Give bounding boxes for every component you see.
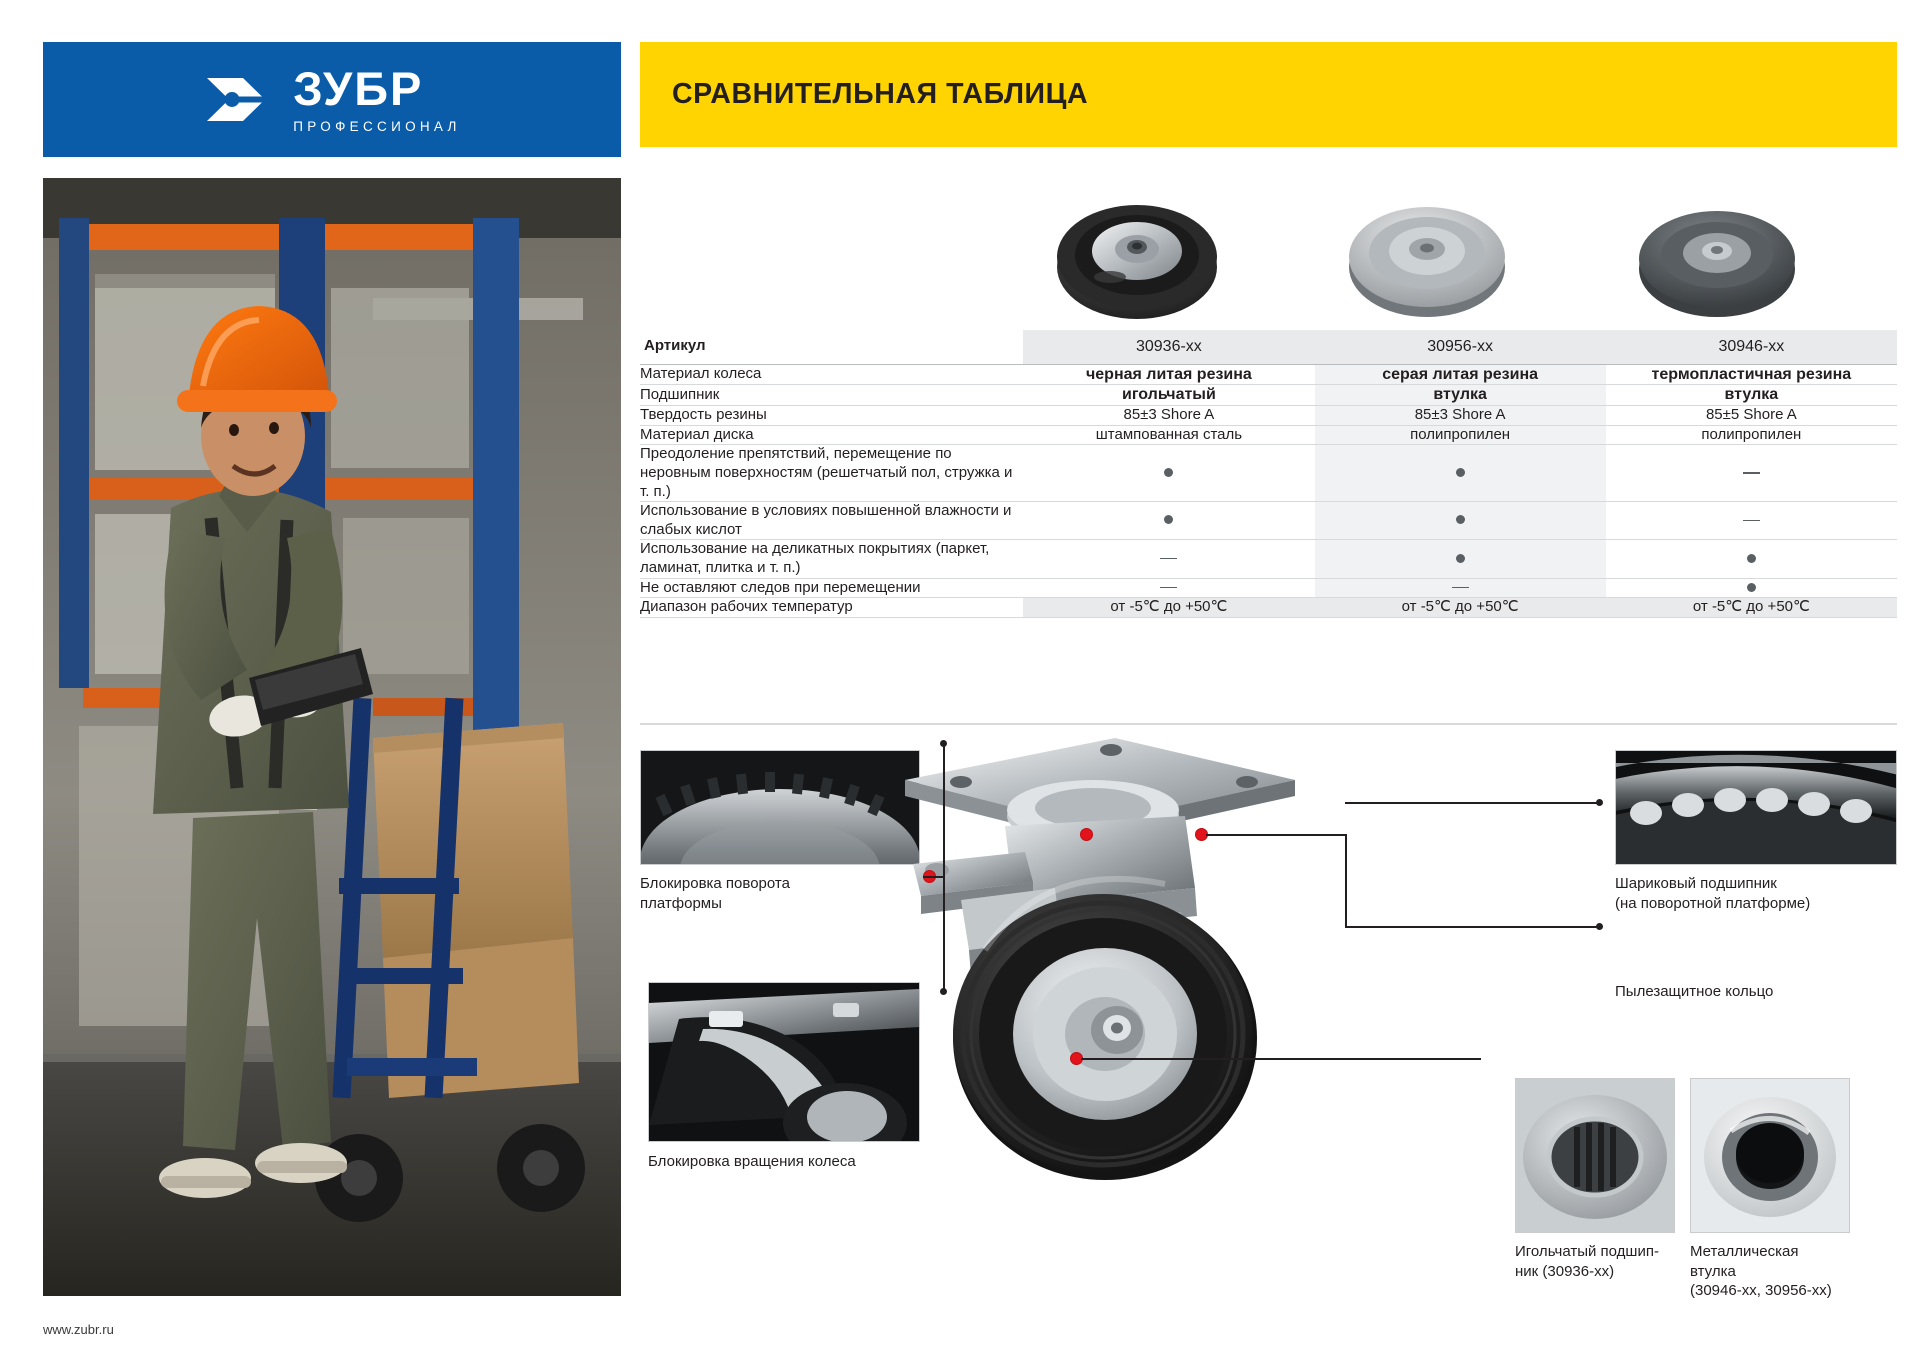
dash-icon — [1160, 558, 1177, 560]
cell-value: от -5℃ до +50℃ — [1606, 598, 1897, 618]
cell-value: от -5℃ до +50℃ — [1023, 598, 1314, 618]
thumb-ball-bearing — [1615, 750, 1897, 865]
thumb-needle-bearing — [1515, 1078, 1675, 1233]
column-header-3: 30946-хх — [1606, 330, 1897, 364]
leader-ball-bearing — [1206, 834, 1346, 836]
cell-value: штампованная сталь — [1023, 425, 1314, 445]
bullet-dot-icon — [1164, 515, 1173, 524]
column-header-2: 30956-хх — [1315, 330, 1606, 364]
logo-text — [293, 62, 461, 134]
page-title: СРАВНИТЕЛЬНАЯ ТАБЛИЦА — [672, 78, 1089, 110]
wheel-image-30946 — [1630, 185, 1805, 330]
cell-feature-no — [1023, 578, 1314, 598]
caption-swivel-lock-line2: платформы — [640, 894, 722, 912]
bullet-dot-icon — [1456, 554, 1465, 563]
caption-dust-ring: Пылезащитное кольцо — [1615, 983, 1774, 1000]
cell-feature-no — [1606, 502, 1897, 540]
table-row — [640, 598, 1897, 618]
brand-block — [43, 42, 621, 157]
cell-feature-yes — [1315, 540, 1606, 578]
leader-needle-bearing — [1081, 1058, 1481, 1060]
cell-value: серая литая резина — [1315, 364, 1606, 385]
cell-feature-yes — [1023, 502, 1314, 540]
caption-needle-bearing-line1: Игольчатый подшип- — [1515, 1243, 1659, 1260]
left-column — [0, 0, 620, 1357]
table-row — [640, 445, 1897, 502]
caption-metal-bushing — [1690, 1242, 1890, 1301]
cell-value: черная литая резина — [1023, 364, 1314, 385]
table-row — [640, 385, 1897, 406]
table-row — [640, 540, 1897, 578]
row-label-article: Артикул — [640, 330, 1023, 364]
table-row — [640, 364, 1897, 385]
caption-metal-bushing-line3: (30946-хх, 30956-хх) — [1690, 1282, 1832, 1299]
row-label: Использование на деликатных покрытиях (паркет, ламинат, плитка и т. п.) — [640, 540, 1023, 578]
bullet-dot-icon — [1456, 515, 1465, 524]
cell-feature-yes — [1606, 578, 1897, 598]
cell-feature-yes — [1023, 445, 1314, 502]
dash-icon — [1743, 472, 1760, 474]
cell-feature-yes — [1606, 540, 1897, 578]
caption-wheel-lock: Блокировка вращения колеса — [648, 1153, 856, 1170]
zubr-arrow-icon — [203, 72, 275, 128]
wheel-image-30936 — [1050, 185, 1225, 330]
comparison-table — [640, 330, 1897, 618]
row-label: Диапазон рабочих температур — [640, 598, 1023, 618]
website-url: www.zubr.ru — [43, 1322, 114, 1337]
dash-icon — [1452, 587, 1469, 589]
dash-icon — [1743, 520, 1760, 522]
cell-feature-yes — [1315, 502, 1606, 540]
table-row — [640, 406, 1897, 426]
caption-swivel-lock — [640, 874, 890, 913]
caption-ball-bearing-line1: Шариковый подшипник — [1615, 875, 1777, 892]
cell-value: термопластичная резина — [1606, 364, 1897, 385]
leader-vertical-left — [943, 744, 945, 994]
cell-value: 85±3 Shore A — [1315, 406, 1606, 426]
row-label: Преодоление препятствий, перемещение по неровным поверхностям (решетчатый пол, стружка и т. п.) — [640, 445, 1023, 502]
cell-feature-yes — [1315, 445, 1606, 502]
bullet-dot-icon — [1747, 583, 1756, 592]
wheel-photos-row — [640, 185, 1897, 330]
bullet-dot-icon — [1164, 468, 1173, 477]
warehouse-worker-photo — [43, 178, 621, 1296]
bullet-dot-icon — [1747, 554, 1756, 563]
cell-feature-no — [1315, 578, 1606, 598]
comparison-table-area — [640, 185, 1897, 618]
caption-ball-bearing — [1615, 874, 1905, 913]
table-row — [640, 425, 1897, 445]
caption-ball-bearing-line2: (на поворотной платформе) — [1615, 894, 1811, 912]
cell-value: полипропилен — [1606, 425, 1897, 445]
leader-endpoint-bottom-left — [940, 988, 947, 995]
row-label: Твердость резины — [640, 406, 1023, 426]
logo-wordmark: ЗУБР — [293, 62, 424, 115]
leader-endpoint-dust-ring — [1596, 923, 1603, 930]
table-row — [640, 578, 1897, 598]
section-title-bar — [640, 42, 1897, 147]
table-row-article — [640, 330, 1897, 364]
right-column — [640, 0, 1920, 1357]
wheel-image-30956 — [1340, 185, 1515, 330]
cell-value: 85±5 Shore A — [1606, 406, 1897, 426]
column-header-1: 30936-хх — [1023, 330, 1314, 364]
leader-wheel-lock-a — [923, 876, 943, 878]
table-row — [640, 502, 1897, 540]
cell-value: от -5℃ до +50℃ — [1315, 598, 1606, 618]
caption-metal-bushing-line1: Металлическая — [1690, 1243, 1799, 1260]
caption-needle-bearing — [1515, 1242, 1690, 1281]
marker-dot-swivel-lock — [1080, 828, 1093, 841]
cell-feature-no — [1023, 540, 1314, 578]
cell-value: втулка — [1315, 385, 1606, 406]
leader-ball-bearing-v — [1345, 834, 1347, 926]
cell-value: игольчатый — [1023, 385, 1314, 406]
leader-ball-bearing-top — [1345, 802, 1600, 804]
row-label: Материал колеса — [640, 364, 1023, 385]
caster-detail-area — [640, 760, 1897, 1340]
thumb-metal-bushing — [1690, 1078, 1850, 1233]
logo-subtitle: ПРОФЕССИОНАЛ — [293, 119, 461, 134]
cell-value: втулка — [1606, 385, 1897, 406]
cell-value: полипропилен — [1315, 425, 1606, 445]
caption-swivel-lock-line1: Блокировка поворота — [640, 875, 790, 892]
caption-metal-bushing-line2: втулка — [1690, 1262, 1736, 1280]
bullet-dot-icon — [1456, 468, 1465, 477]
caption-needle-bearing-line2: ник (30936-хх) — [1515, 1262, 1615, 1280]
cell-value: 85±3 Shore A — [1023, 406, 1314, 426]
logo — [203, 62, 461, 134]
row-label: Материал диска — [640, 425, 1023, 445]
dash-icon — [1160, 587, 1177, 589]
leader-dust-ring — [1345, 926, 1600, 928]
row-label: Не оставляют следов при перемещении — [640, 578, 1023, 598]
caster-main-illustration — [865, 620, 1345, 1180]
cell-feature-no — [1606, 445, 1897, 502]
row-label: Использование в условиях повышенной влажности и слабых кислот — [640, 502, 1023, 540]
row-label: Подшипник — [640, 385, 1023, 406]
leader-endpoint-top-left — [940, 740, 947, 747]
